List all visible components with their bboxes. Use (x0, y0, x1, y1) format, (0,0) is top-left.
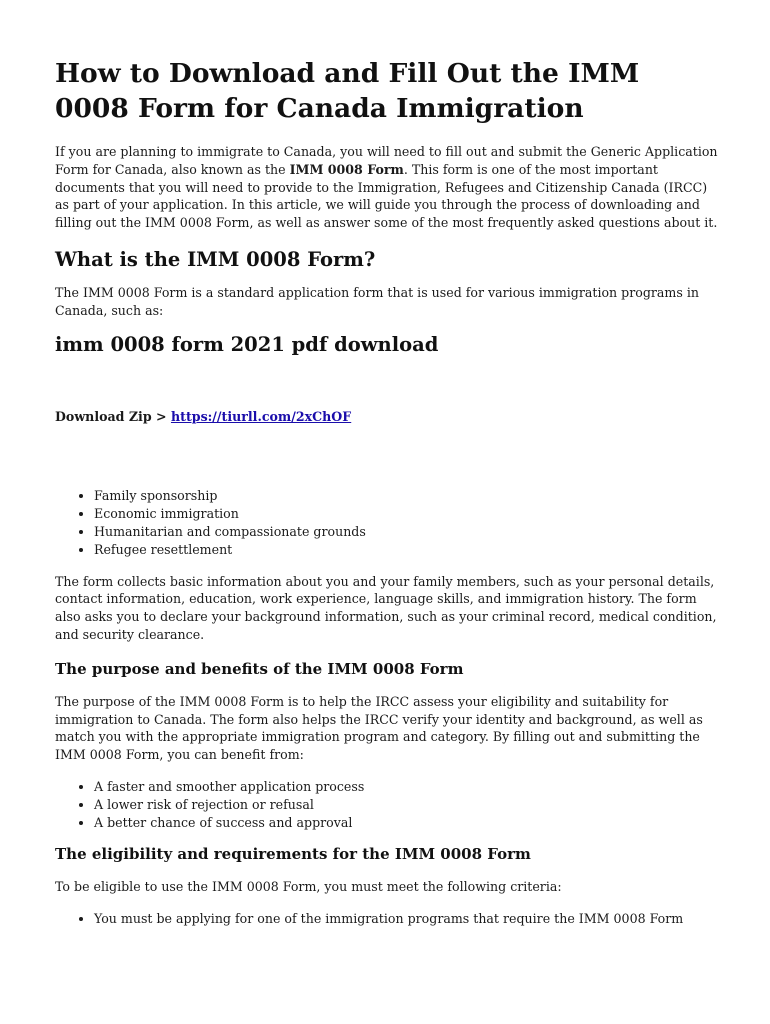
purpose-heading: The purpose and benefits of the IMM 0008 Form (55, 659, 464, 678)
download-heading: imm 0008 form 2021 pdf download (55, 332, 439, 356)
intro-form-name: IMM 0008 Form (289, 161, 404, 177)
list-item: • Refugee resettlement (94, 541, 720, 559)
eligibility-paragraph: To be eligible to use the IMM 0008 Form, you must meet the following criteria: (55, 879, 562, 895)
list-item: • A lower risk of rejection or refusal (94, 796, 720, 814)
what-is-paragraph: The IMM 0008 Form is a standard application form that is used for various immigration programs in Canada, such as: (55, 284, 699, 318)
intro-text-start: If you are planning to immigrate to Canada, you will need to fill out and submit the Generic Application Form for Canada, also known as the (55, 144, 718, 177)
benefits-list (55, 778, 720, 831)
article-content (55, 56, 720, 928)
list-item: • A faster and smoother application process (94, 778, 720, 796)
list-item: • Humanitarian and compassionate grounds (94, 523, 720, 541)
list-item: • Family sponsorship (94, 487, 720, 505)
collects-paragraph: The form collects basic information about you and your family members, such as your personal details, contact information, education, work experience, language skills, and immigration history. The form also asks you to declare your background information, such as your criminal record, medical condition, and security clearance. (55, 573, 717, 642)
purpose-paragraph: The purpose of the IMM 0008 Form is to help the IRCC assess your eligibility and suitability for immigration to Canada. The form also helps the IRCC verify your identity and background, as well as match you with the appropriate immigration program and category. By filling out and submitting the IMM 0008 Form, you can benefit from: (55, 693, 703, 763)
what-is-heading: What is the IMM 0008 Form? (55, 247, 376, 271)
eligibility-heading: The eligibility and requirements for the IMM 0008 Form (55, 845, 531, 864)
download-link[interactable]: https://tiurll.com/2xChOF (170, 408, 352, 424)
article-title: How to Download and Fill Out the IMM 0008 Form for Canada Immigration (55, 58, 640, 124)
download-line (55, 408, 720, 426)
list-item: • A better chance of success and approval (94, 814, 720, 832)
list-item: • You must be applying for one of the immigration programs that require the IMM 0008 Form (94, 910, 720, 928)
programs-list (55, 487, 720, 558)
criteria-list (55, 910, 720, 928)
intro-paragraph (55, 143, 720, 232)
list-item: • Economic immigration (94, 505, 720, 523)
intro-text-end: . This form is one of the most important documents that you will need to provide to the Immigration, Refugees and Citizenship Canada (IRCC) as part of your application. In this article, we will guide you through the process of downloading and filling out the IMM 0008 Form, as well as answer some of the most frequently asked questions about it. (55, 161, 718, 231)
download-label: Download Zip > (55, 408, 171, 424)
